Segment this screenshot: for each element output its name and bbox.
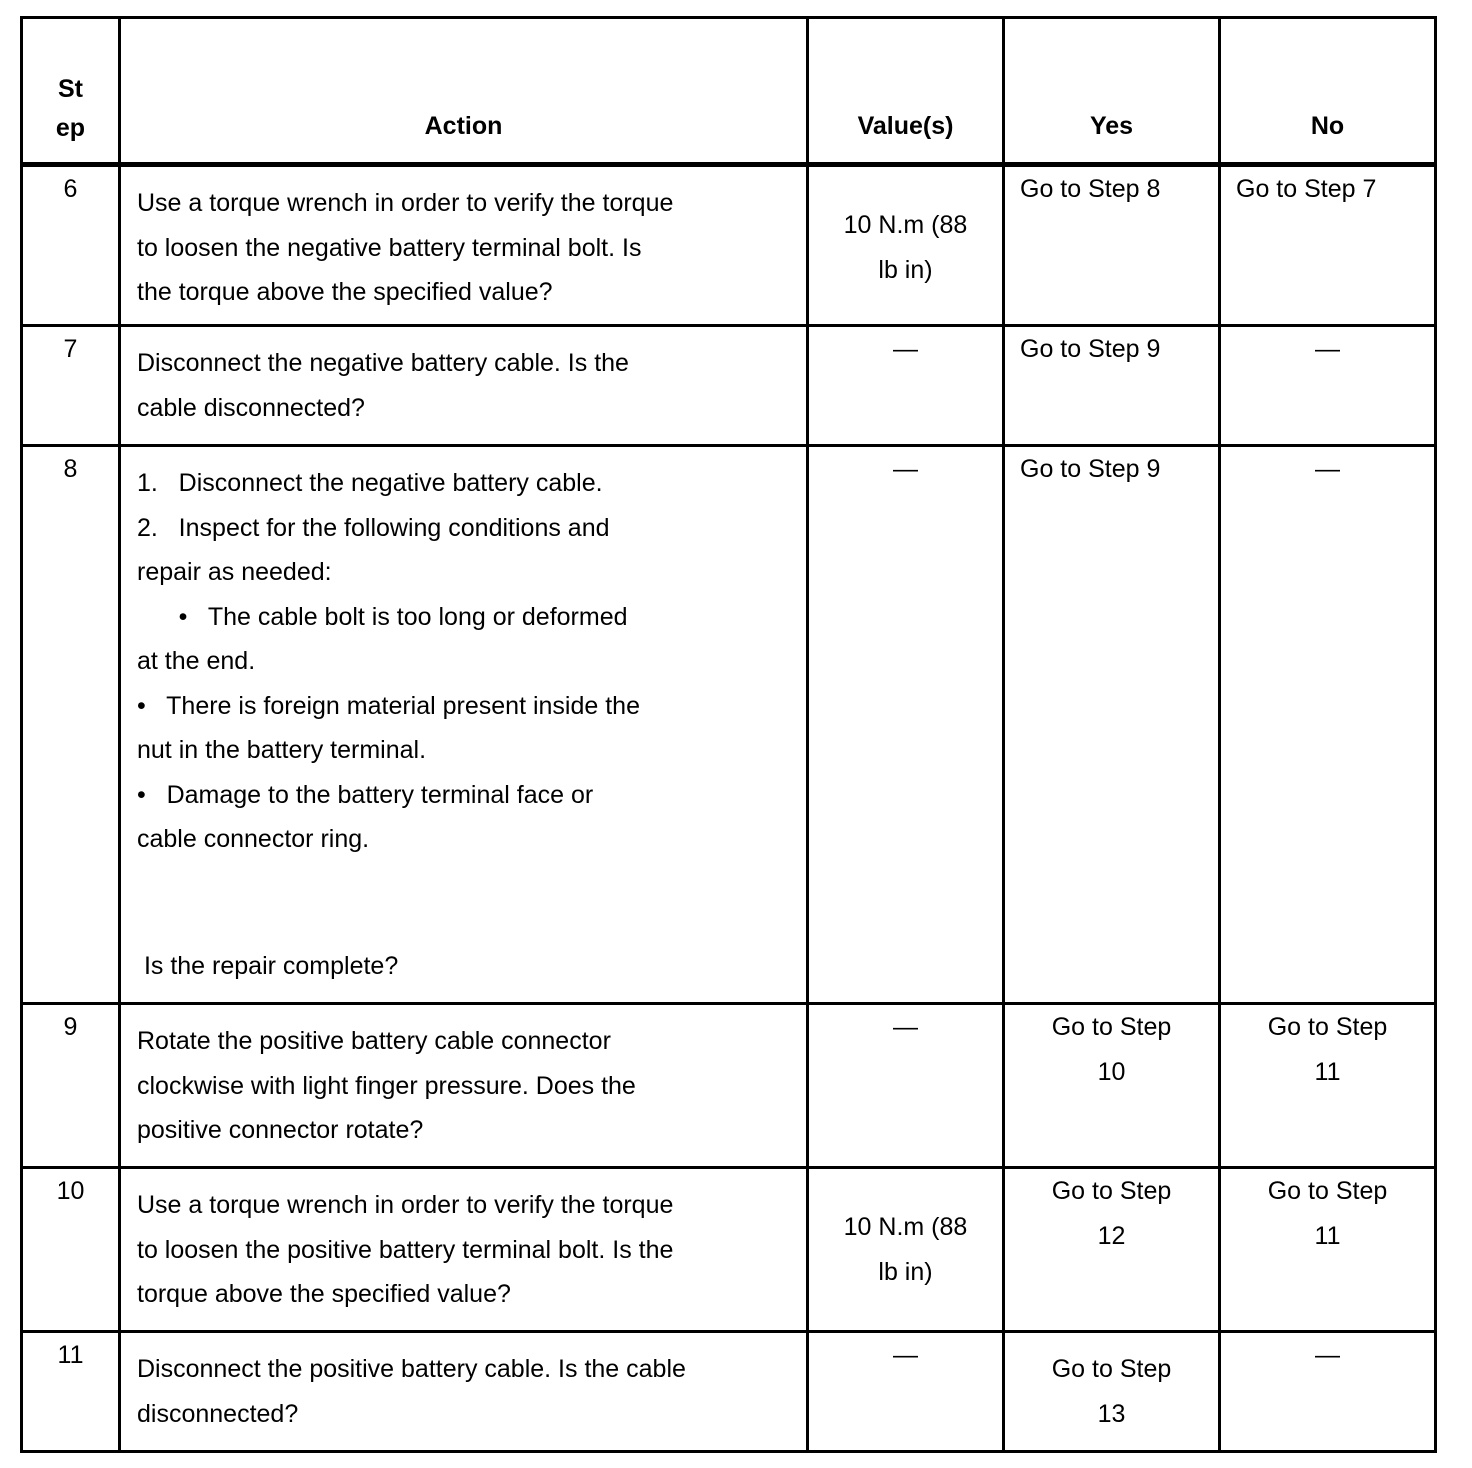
yes-cell	[1004, 1168, 1220, 1332]
header-yes: Yes	[1004, 18, 1220, 165]
value-dash: —	[893, 1013, 918, 1041]
action-line: cable connector ring.	[137, 825, 370, 853]
action-line: Rotate the positive battery cable connector	[137, 1027, 611, 1055]
yes-link[interactable]: Go to Step 9	[1020, 455, 1161, 483]
yes-link-line1: Go to Step	[1051, 1355, 1172, 1383]
action-line: Use a torque wrench in order to verify the torque	[137, 189, 674, 217]
action-line: at the end.	[137, 647, 256, 675]
header-no: No	[1220, 18, 1436, 165]
yes-link-line2: 12	[1097, 1221, 1126, 1250]
yes-link-line1: Go to Step	[1051, 1177, 1172, 1205]
value-dash: —	[893, 1341, 918, 1369]
action-line: • There is foreign material present inside the	[137, 691, 640, 720]
action-line: Use a torque wrench in order to verify the torque	[137, 1191, 674, 1219]
action-line: to loosen the negative battery terminal bolt. Is	[137, 233, 642, 262]
header-action: Action	[120, 18, 808, 165]
no-link-line2: 11	[1314, 1221, 1341, 1250]
value-line: 10 N.m (88	[843, 211, 968, 239]
yes-link-line2: 13	[1097, 1399, 1126, 1428]
step-number: 8	[63, 455, 78, 483]
yes-link-line2: 10	[1097, 1057, 1126, 1086]
step-cell	[22, 326, 120, 446]
action-line: 2. Inspect for the following conditions and	[137, 513, 610, 542]
action-line: clockwise with light finger pressure. Does the	[137, 1071, 636, 1100]
no-link[interactable]: Go to Step 7	[1236, 175, 1377, 203]
action-line: Disconnect the negative battery cable. Is the	[137, 349, 629, 377]
action-cell	[120, 1332, 808, 1452]
step-number: 9	[63, 1013, 78, 1041]
action-cell	[120, 446, 808, 1004]
action-line: repair as needed:	[137, 558, 332, 586]
no-cell	[1220, 326, 1436, 446]
no-link[interactable]	[1221, 1169, 1434, 1258]
action-line: the torque above the specified value?	[137, 278, 553, 306]
value-cell	[808, 1168, 1004, 1332]
no-link-line1: Go to Step	[1267, 1177, 1388, 1205]
action-cell	[120, 326, 808, 446]
no-cell	[1220, 1168, 1436, 1332]
no-link-line1: Go to Step	[1267, 1013, 1388, 1041]
yes-cell	[1004, 446, 1220, 1004]
yes-link[interactable]: Go to Step 8	[1020, 175, 1161, 203]
yes-link[interactable]: Go to Step 9	[1020, 335, 1161, 363]
no-cell	[1220, 1004, 1436, 1168]
yes-link-line1: Go to Step	[1051, 1013, 1172, 1041]
yes-link[interactable]	[1005, 1333, 1218, 1436]
action-cell	[120, 165, 808, 326]
action-line: disconnected?	[137, 1399, 299, 1428]
no-cell	[1220, 446, 1436, 1004]
step-cell	[22, 1004, 120, 1168]
action-line: to loosen the positive battery terminal bolt. Is the	[137, 1235, 674, 1264]
value-line: 10 N.m (88	[843, 1213, 968, 1241]
action-line: Disconnect the positive battery cable. Is the cable	[137, 1355, 686, 1383]
table-row	[22, 1168, 1436, 1332]
step-number: 11	[57, 1341, 84, 1369]
step-cell	[22, 165, 120, 326]
action-line: cable disconnected?	[137, 393, 365, 422]
header-step-line2: ep	[55, 114, 86, 142]
value-cell	[808, 1004, 1004, 1168]
table-row	[22, 1004, 1436, 1168]
action-cell	[120, 1168, 808, 1332]
action-line: • The cable bolt is too long or deformed	[137, 602, 628, 631]
no-dash: —	[1315, 335, 1340, 363]
action-question: Is the repair complete?	[137, 951, 399, 980]
table-row	[22, 165, 1436, 326]
table-row	[22, 1332, 1436, 1452]
yes-link[interactable]	[1005, 1005, 1218, 1094]
value-dash: —	[893, 335, 918, 363]
yes-link[interactable]	[1005, 1169, 1218, 1258]
step-number: 10	[56, 1177, 85, 1205]
no-link-line2: 11	[1314, 1057, 1341, 1086]
value-line: lb in)	[878, 1257, 933, 1286]
value-dash: —	[893, 455, 918, 483]
diagnostic-table	[20, 16, 1437, 1453]
action-line: positive connector rotate?	[137, 1116, 424, 1144]
header-values: Value(s)	[808, 18, 1004, 165]
no-cell	[1220, 165, 1436, 326]
action-cell	[120, 1004, 808, 1168]
value-cell	[808, 446, 1004, 1004]
value-line: lb in)	[878, 255, 933, 284]
yes-cell	[1004, 326, 1220, 446]
value-cell	[808, 1332, 1004, 1452]
table-row	[22, 326, 1436, 446]
step-number: 7	[63, 335, 78, 363]
action-line: 1. Disconnect the negative battery cable.	[137, 469, 603, 497]
no-dash: —	[1315, 455, 1340, 483]
header-step	[22, 18, 120, 165]
diagnostic-table-frame	[20, 16, 1437, 1453]
yes-cell	[1004, 165, 1220, 326]
table-row	[22, 446, 1436, 1004]
value-cell	[808, 326, 1004, 446]
no-dash: —	[1315, 1341, 1340, 1369]
header-step-line1: St	[58, 75, 83, 103]
step-number: 6	[63, 175, 78, 203]
step-cell	[22, 446, 120, 1004]
action-line: torque above the specified value?	[137, 1280, 511, 1308]
step-cell	[22, 1332, 120, 1452]
step-cell	[22, 1168, 120, 1332]
action-line: nut in the battery terminal.	[137, 736, 427, 764]
value-cell	[808, 165, 1004, 326]
action-line: • Damage to the battery terminal face or	[137, 780, 594, 809]
table-header-row	[22, 18, 1436, 165]
no-link[interactable]	[1221, 1005, 1434, 1094]
no-cell	[1220, 1332, 1436, 1452]
yes-cell	[1004, 1004, 1220, 1168]
yes-cell	[1004, 1332, 1220, 1452]
